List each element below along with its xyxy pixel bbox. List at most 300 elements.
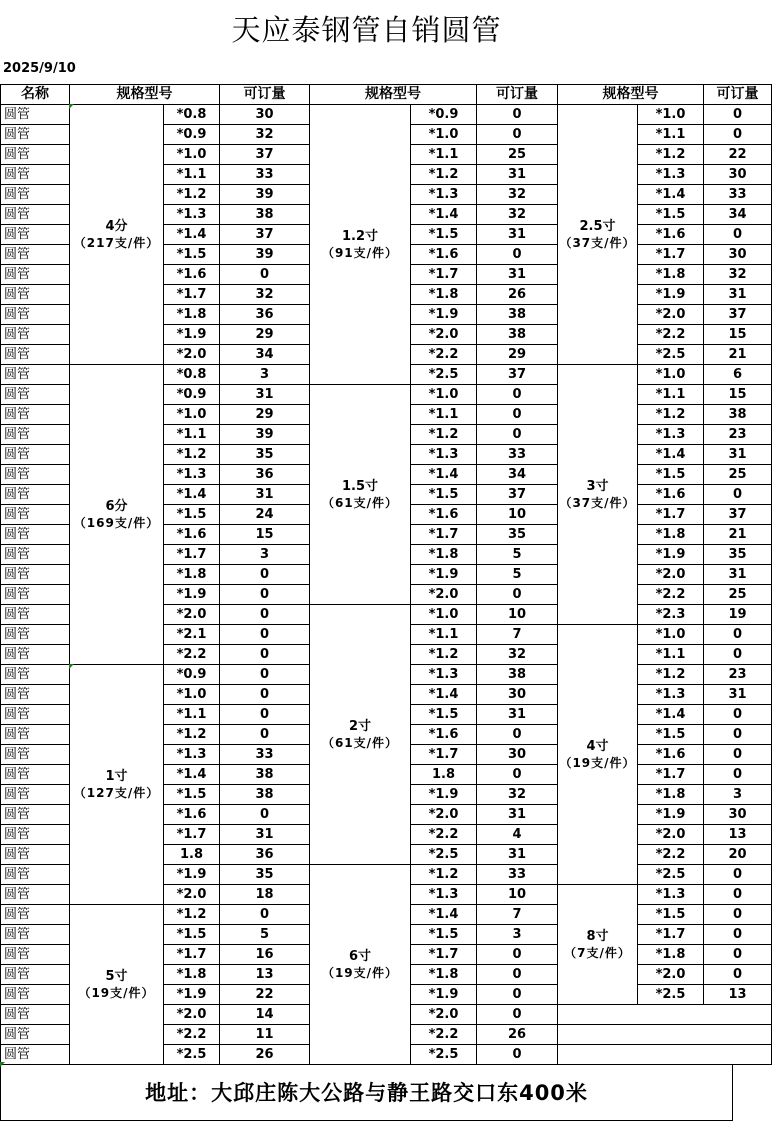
quantity-cell: 0 [477, 405, 558, 425]
quantity-cell: 0 [477, 1005, 558, 1025]
cell-marker-icon [69, 104, 74, 109]
thickness-cell: *1.0 [411, 605, 477, 625]
quantity-cell: 31 [477, 705, 558, 725]
thickness-cell: *1.0 [164, 405, 220, 425]
thickness-cell: *1.9 [411, 305, 477, 325]
quantity-cell: 39 [220, 245, 310, 265]
quantity-cell: 33 [477, 865, 558, 885]
item-name-cell: 圆管 [1, 565, 70, 585]
thickness-cell: *1.7 [164, 285, 220, 305]
thickness-cell: *1.3 [164, 205, 220, 225]
thickness-cell: *2.0 [411, 325, 477, 345]
quantity-cell: 29 [220, 325, 310, 345]
quantity-cell: 22 [220, 985, 310, 1005]
size-group-cell [558, 625, 638, 885]
quantity-cell: 30 [477, 745, 558, 765]
thickness-cell: *1.0 [164, 145, 220, 165]
thickness-cell: *1.6 [164, 525, 220, 545]
thickness-cell: *2.5 [638, 345, 704, 365]
quantity-cell: 32 [220, 285, 310, 305]
thickness-cell: *1.0 [411, 125, 477, 145]
item-name-cell: 圆管 [1, 1025, 70, 1045]
thickness-cell: *2.5 [638, 865, 704, 885]
item-name-cell: 圆管 [1, 945, 70, 965]
quantity-cell: 0 [477, 985, 558, 1005]
quantity-cell: 0 [477, 725, 558, 745]
item-name-cell: 圆管 [1, 145, 70, 165]
thickness-cell: *1.6 [638, 225, 704, 245]
thickness-cell: *2.1 [164, 625, 220, 645]
quantity-cell: 0 [477, 385, 558, 405]
thickness-cell: *1.7 [638, 245, 704, 265]
thickness-cell: *1.3 [638, 165, 704, 185]
item-name-cell: 圆管 [1, 345, 70, 365]
table-body [1, 105, 772, 1065]
quantity-cell: 0 [704, 125, 772, 145]
item-name-cell: 圆管 [1, 165, 70, 185]
quantity-cell: 20 [704, 845, 772, 865]
item-name-cell: 圆管 [1, 245, 70, 265]
size-group-cell [310, 865, 411, 1065]
thickness-cell: *1.5 [164, 785, 220, 805]
thickness-cell: *1.8 [638, 785, 704, 805]
size-group-cell [70, 665, 164, 905]
item-name-cell: 圆管 [1, 445, 70, 465]
header-name: 名称 [1, 85, 70, 105]
thickness-cell: *1.6 [411, 245, 477, 265]
item-name-cell: 圆管 [1, 125, 70, 145]
quantity-cell: 38 [477, 305, 558, 325]
thickness-cell: *1.6 [638, 745, 704, 765]
header-qty-3: 可订量 [704, 85, 772, 105]
quantity-cell: 0 [704, 885, 772, 905]
thickness-cell: *1.6 [638, 485, 704, 505]
quantity-cell: 30 [704, 165, 772, 185]
quantity-cell: 0 [704, 925, 772, 945]
quantity-cell: 0 [220, 585, 310, 605]
quantity-cell: 34 [477, 465, 558, 485]
item-name-cell: 圆管 [1, 685, 70, 705]
quantity-cell: 0 [704, 105, 772, 125]
quantity-cell: 23 [704, 425, 772, 445]
item-name-cell: 圆管 [1, 305, 70, 325]
thickness-cell: *1.3 [638, 885, 704, 905]
quantity-cell: 0 [704, 905, 772, 925]
cell-marker-icon [69, 664, 74, 669]
stock-table [0, 84, 772, 1065]
thickness-cell: *1.4 [164, 485, 220, 505]
quantity-cell: 37 [477, 365, 558, 385]
quantity-cell: 0 [477, 1045, 558, 1065]
pieces-per-bundle: （217支/件） [73, 235, 160, 250]
size-group-label: 4寸 [586, 738, 609, 754]
header-spec-1: 规格型号 [70, 85, 220, 105]
thickness-cell: *1.1 [638, 125, 704, 145]
thickness-cell: *1.5 [638, 905, 704, 925]
quantity-cell: 10 [477, 505, 558, 525]
quantity-cell: 32 [477, 205, 558, 225]
item-name-cell: 圆管 [1, 965, 70, 985]
quantity-cell: 7 [477, 625, 558, 645]
size-group-label: 6寸 [348, 948, 372, 964]
quantity-cell: 34 [704, 205, 772, 225]
quantity-cell: 5 [477, 545, 558, 565]
thickness-cell: *1.0 [411, 385, 477, 405]
quantity-cell: 0 [477, 245, 558, 265]
item-name-cell: 圆管 [1, 1005, 70, 1025]
quantity-cell: 0 [220, 265, 310, 285]
thickness-cell: *2.2 [164, 645, 220, 665]
thickness-cell: *1.4 [411, 205, 477, 225]
thickness-cell: *1.7 [638, 925, 704, 945]
thickness-cell: *1.8 [164, 965, 220, 985]
item-name-cell: 圆管 [1, 325, 70, 345]
quantity-cell: 33 [704, 185, 772, 205]
thickness-cell: 1.8 [164, 845, 220, 865]
size-group-cell [558, 365, 638, 625]
thickness-cell: *1.8 [638, 265, 704, 285]
quantity-cell: 0 [220, 645, 310, 665]
thickness-cell: *1.4 [411, 905, 477, 925]
thickness-cell: *1.7 [411, 265, 477, 285]
item-name-cell: 圆管 [1, 805, 70, 825]
quantity-cell: 15 [704, 385, 772, 405]
thickness-cell: *2.0 [164, 1005, 220, 1025]
quantity-cell: 31 [220, 385, 310, 405]
item-name-cell: 圆管 [1, 425, 70, 445]
thickness-cell: *1.2 [411, 425, 477, 445]
quantity-cell: 39 [220, 425, 310, 445]
thickness-cell: *2.0 [411, 585, 477, 605]
quantity-cell: 31 [477, 805, 558, 825]
quantity-cell: 5 [477, 565, 558, 585]
thickness-cell: *1.7 [411, 745, 477, 765]
thickness-cell: *1.1 [638, 385, 704, 405]
quantity-cell: 32 [477, 645, 558, 665]
pieces-per-bundle: （19支/件） [321, 965, 399, 980]
thickness-cell: *1.2 [164, 185, 220, 205]
item-name-cell: 圆管 [1, 365, 70, 385]
quantity-cell: 13 [704, 985, 772, 1005]
pieces-per-bundle: （19支/件） [78, 985, 155, 1000]
thickness-cell: *1.4 [164, 765, 220, 785]
thickness-cell: *1.8 [411, 545, 477, 565]
item-name-cell: 圆管 [1, 625, 70, 645]
quantity-cell: 0 [477, 585, 558, 605]
item-name-cell: 圆管 [1, 825, 70, 845]
size-group-label: 1.5寸 [341, 478, 379, 494]
quantity-cell: 33 [220, 745, 310, 765]
quantity-cell: 31 [220, 485, 310, 505]
quantity-cell: 30 [704, 245, 772, 265]
thickness-cell: *2.2 [411, 825, 477, 845]
quantity-cell: 0 [220, 625, 310, 645]
quantity-cell: 3 [704, 785, 772, 805]
thickness-cell: *1.9 [638, 285, 704, 305]
pieces-per-bundle: （61支/件） [321, 495, 399, 510]
thickness-cell: *1.2 [411, 865, 477, 885]
quantity-cell: 38 [477, 325, 558, 345]
thickness-cell: *1.2 [164, 445, 220, 465]
quantity-cell: 0 [220, 805, 310, 825]
quantity-cell: 14 [220, 1005, 310, 1025]
size-group-cell [70, 905, 164, 1065]
thickness-cell: *2.5 [411, 845, 477, 865]
quantity-cell: 25 [477, 145, 558, 165]
thickness-cell: *1.8 [638, 945, 704, 965]
item-name-cell: 圆管 [1, 985, 70, 1005]
thickness-cell: *2.0 [164, 605, 220, 625]
thickness-cell: *1.7 [164, 545, 220, 565]
quantity-cell: 19 [704, 605, 772, 625]
thickness-cell: *1.2 [411, 645, 477, 665]
quantity-cell: 31 [477, 225, 558, 245]
thickness-cell: *1.2 [411, 165, 477, 185]
quantity-cell: 6 [704, 365, 772, 385]
thickness-cell: *1.8 [411, 965, 477, 985]
item-name-cell: 圆管 [1, 285, 70, 305]
empty-cell [558, 1045, 772, 1065]
size-group-label: 4分 [105, 218, 128, 234]
item-name-cell: 圆管 [1, 785, 70, 805]
size-group-label: 2寸 [348, 718, 372, 734]
quantity-cell: 38 [477, 665, 558, 685]
thickness-cell: *1.5 [638, 205, 704, 225]
thickness-cell: *1.7 [638, 505, 704, 525]
pieces-per-bundle: （169支/件） [73, 515, 160, 530]
quantity-cell: 39 [220, 185, 310, 205]
item-name-cell: 圆管 [1, 705, 70, 725]
thickness-cell: *2.0 [164, 885, 220, 905]
quantity-cell: 30 [220, 105, 310, 125]
size-group-cell [310, 385, 411, 605]
quantity-cell: 32 [220, 125, 310, 145]
quantity-cell: 3 [220, 365, 310, 385]
thickness-cell: *1.3 [638, 685, 704, 705]
pieces-per-bundle: （37支/件） [559, 495, 636, 510]
size-group-label: 8寸 [586, 928, 609, 944]
pieces-per-bundle: （127支/件） [73, 785, 160, 800]
thickness-cell: *1.1 [164, 425, 220, 445]
thickness-cell: *0.9 [164, 665, 220, 685]
thickness-cell: *1.3 [164, 465, 220, 485]
thickness-cell: *1.3 [411, 445, 477, 465]
quantity-cell: 0 [220, 605, 310, 625]
thickness-cell: *1.2 [164, 725, 220, 745]
pieces-per-bundle: （91支/件） [321, 245, 399, 260]
thickness-cell: *1.4 [411, 465, 477, 485]
thickness-cell: *1.3 [164, 745, 220, 765]
quantity-cell: 0 [477, 425, 558, 445]
thickness-cell: *1.5 [164, 505, 220, 525]
item-name-cell: 圆管 [1, 765, 70, 785]
size-group-label: 2.5寸 [579, 218, 616, 234]
quantity-cell: 37 [704, 505, 772, 525]
thickness-cell: *1.9 [164, 985, 220, 1005]
thickness-cell: *2.0 [638, 825, 704, 845]
item-name-cell: 圆管 [1, 185, 70, 205]
quantity-cell: 3 [477, 925, 558, 945]
item-name-cell: 圆管 [1, 845, 70, 865]
thickness-cell: *1.1 [164, 165, 220, 185]
quantity-cell: 36 [220, 465, 310, 485]
size-group-cell [558, 885, 638, 1005]
item-name-cell: 圆管 [1, 1045, 70, 1065]
quantity-cell: 5 [220, 925, 310, 945]
header-qty-2: 可订量 [477, 85, 558, 105]
thickness-cell: *1.9 [411, 985, 477, 1005]
thickness-cell: *1.6 [164, 265, 220, 285]
address-text: 地址：大邱庄陈大公路与静王路交口东400米 [145, 1081, 588, 1105]
size-group-label: 1寸 [105, 768, 128, 784]
quantity-cell: 23 [704, 665, 772, 685]
thickness-cell: *1.5 [411, 925, 477, 945]
quantity-cell: 10 [477, 885, 558, 905]
quantity-cell: 36 [220, 845, 310, 865]
quantity-cell: 31 [477, 265, 558, 285]
quantity-cell: 30 [704, 805, 772, 825]
item-name-cell: 圆管 [1, 465, 70, 485]
thickness-cell: *0.9 [164, 385, 220, 405]
quantity-cell: 21 [704, 525, 772, 545]
quantity-cell: 31 [220, 825, 310, 845]
quantity-cell: 0 [477, 105, 558, 125]
quantity-cell: 31 [704, 685, 772, 705]
thickness-cell: *2.5 [411, 1045, 477, 1065]
quantity-cell: 37 [704, 305, 772, 325]
thickness-cell: *1.8 [411, 285, 477, 305]
quantity-cell: 0 [704, 625, 772, 645]
thickness-cell: *1.0 [638, 365, 704, 385]
header-qty-1: 可订量 [220, 85, 310, 105]
quantity-cell: 0 [704, 945, 772, 965]
quantity-cell: 36 [220, 305, 310, 325]
quantity-cell: 16 [220, 945, 310, 965]
quantity-cell: 0 [220, 725, 310, 745]
thickness-cell: *2.0 [411, 805, 477, 825]
thickness-cell: *2.0 [164, 345, 220, 365]
size-group-cell [558, 105, 638, 365]
thickness-cell: *2.2 [638, 325, 704, 345]
item-name-cell: 圆管 [1, 485, 70, 505]
quantity-cell: 26 [477, 1025, 558, 1045]
quantity-cell: 0 [220, 685, 310, 705]
item-name-cell: 圆管 [1, 405, 70, 425]
quantity-cell: 38 [704, 405, 772, 425]
quantity-cell: 30 [477, 685, 558, 705]
size-group-cell [310, 105, 411, 385]
quantity-cell: 0 [704, 225, 772, 245]
quantity-cell: 38 [220, 765, 310, 785]
pieces-per-bundle: （61支/件） [321, 735, 399, 750]
header-spec-3: 规格型号 [558, 85, 704, 105]
quantity-cell: 15 [704, 325, 772, 345]
item-name-cell: 圆管 [1, 545, 70, 565]
quantity-cell: 24 [220, 505, 310, 525]
thickness-cell: *1.4 [411, 685, 477, 705]
quantity-cell: 26 [477, 285, 558, 305]
quantity-cell: 31 [477, 845, 558, 865]
thickness-cell: *1.4 [638, 705, 704, 725]
thickness-cell: *1.4 [638, 445, 704, 465]
thickness-cell: *1.5 [164, 925, 220, 945]
thickness-cell: *0.8 [164, 105, 220, 125]
thickness-cell: *1.8 [638, 525, 704, 545]
item-name-cell: 圆管 [1, 725, 70, 745]
quantity-cell: 37 [477, 485, 558, 505]
quantity-cell: 35 [704, 545, 772, 565]
quantity-cell: 29 [477, 345, 558, 365]
thickness-cell: *1.2 [638, 665, 704, 685]
thickness-cell: *1.7 [164, 945, 220, 965]
item-name-cell: 圆管 [1, 745, 70, 765]
quantity-cell: 31 [704, 565, 772, 585]
item-name-cell: 圆管 [1, 905, 70, 925]
thickness-cell: *1.8 [164, 305, 220, 325]
thickness-cell: *1.0 [164, 685, 220, 705]
quantity-cell: 26 [220, 1045, 310, 1065]
item-name-cell: 圆管 [1, 225, 70, 245]
thickness-cell: *1.1 [411, 145, 477, 165]
empty-cell [558, 1025, 772, 1045]
thickness-cell: *1.1 [411, 625, 477, 645]
item-name-cell: 圆管 [1, 525, 70, 545]
quantity-cell: 0 [477, 965, 558, 985]
thickness-cell: *1.9 [411, 565, 477, 585]
thickness-cell: *0.9 [164, 125, 220, 145]
empty-cell [558, 1005, 772, 1025]
thickness-cell: *1.5 [164, 245, 220, 265]
thickness-cell: *1.8 [164, 565, 220, 585]
thickness-cell: *1.5 [411, 705, 477, 725]
size-group-label: 3寸 [586, 478, 609, 494]
thickness-cell: *1.9 [638, 805, 704, 825]
thickness-cell: *2.2 [638, 585, 704, 605]
quantity-cell: 0 [220, 705, 310, 725]
quantity-cell: 0 [704, 745, 772, 765]
size-group-label: 6分 [105, 498, 128, 514]
thickness-cell: 1.8 [411, 765, 477, 785]
thickness-cell: *2.2 [638, 845, 704, 865]
size-group-cell [310, 605, 411, 865]
item-name-cell: 圆管 [1, 505, 70, 525]
quantity-cell: 0 [704, 865, 772, 885]
quantity-cell: 37 [220, 225, 310, 245]
thickness-cell: *1.9 [638, 545, 704, 565]
thickness-cell: *2.5 [411, 365, 477, 385]
thickness-cell: *2.3 [638, 605, 704, 625]
quantity-cell: 38 [220, 205, 310, 225]
thickness-cell: *1.3 [411, 885, 477, 905]
item-name-cell: 圆管 [1, 865, 70, 885]
quantity-cell: 35 [220, 865, 310, 885]
report-date: 2025/9/10 [3, 61, 76, 76]
item-name-cell: 圆管 [1, 585, 70, 605]
quantity-cell: 0 [704, 725, 772, 745]
thickness-cell: *1.4 [638, 185, 704, 205]
quantity-cell: 0 [220, 565, 310, 585]
quantity-cell: 21 [704, 345, 772, 365]
item-name-cell: 圆管 [1, 605, 70, 625]
pieces-per-bundle: （37支/件） [559, 235, 636, 250]
thickness-cell: *1.7 [411, 525, 477, 545]
thickness-cell: *1.0 [638, 625, 704, 645]
quantity-cell: 0 [704, 705, 772, 725]
item-name-cell: 圆管 [1, 885, 70, 905]
quantity-cell: 0 [704, 645, 772, 665]
quantity-cell: 18 [220, 885, 310, 905]
quantity-cell: 35 [477, 525, 558, 545]
